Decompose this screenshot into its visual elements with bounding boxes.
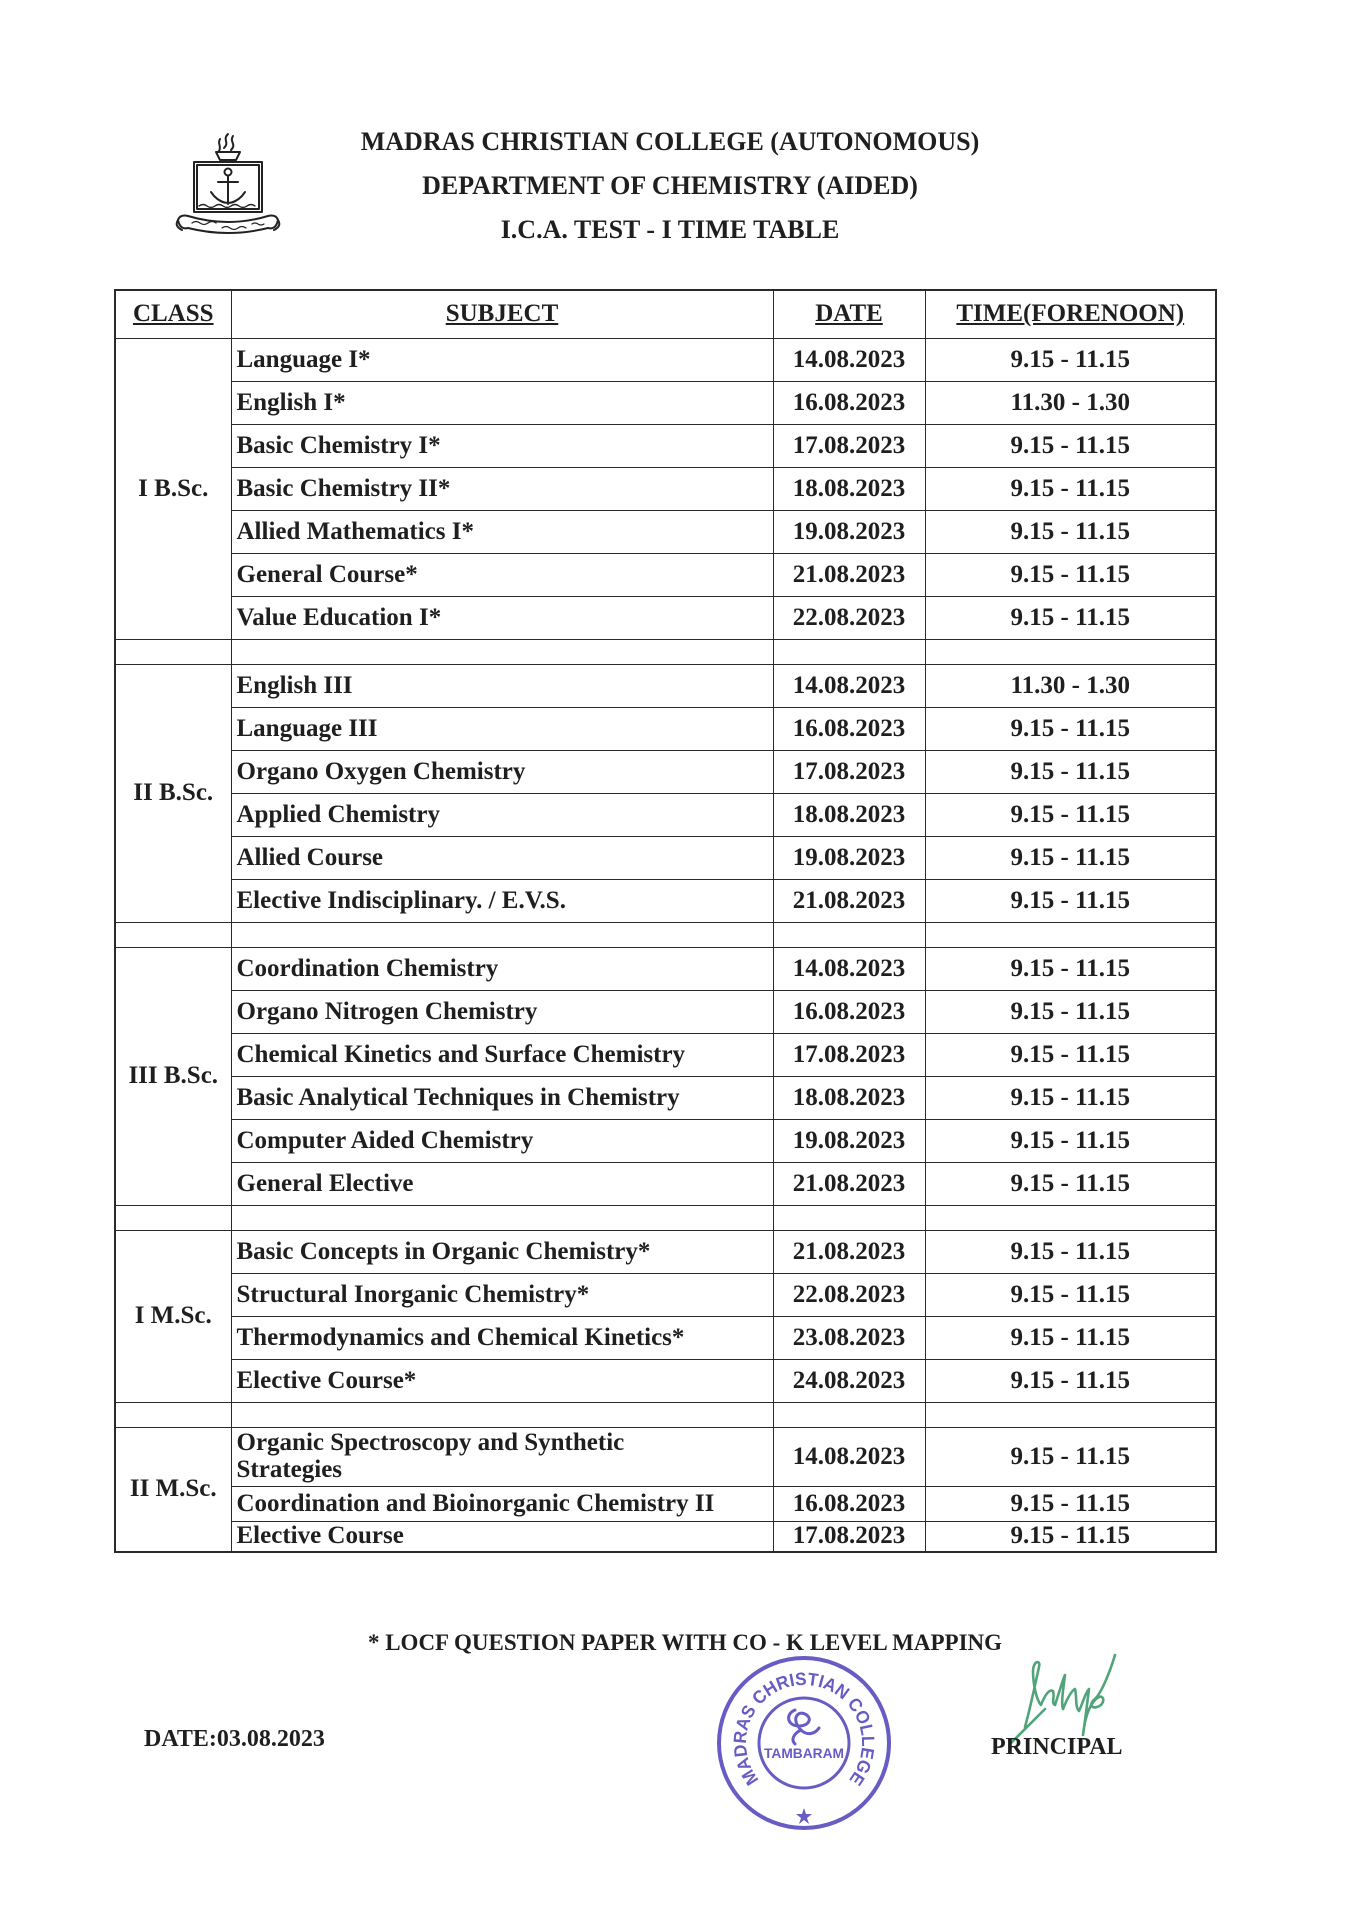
table-row [115, 1487, 1216, 1522]
class-cell: I M.Sc. [115, 1231, 231, 1403]
table-row [115, 837, 1216, 880]
date-cell: 17.08.2023 [773, 425, 925, 468]
time-cell: 9.15 - 11.15 [925, 1360, 1216, 1403]
date-cell: 16.08.2023 [773, 1487, 925, 1522]
burning-bush-icon [216, 134, 240, 160]
class-group [115, 665, 1216, 923]
table-row [115, 751, 1216, 794]
table-row [115, 1034, 1216, 1077]
class-group [115, 948, 1216, 1206]
date-cell: 21.08.2023 [773, 1231, 925, 1274]
column-header-subject: SUBJECT [231, 290, 773, 339]
separator-row [115, 640, 1216, 665]
table-row [115, 382, 1216, 425]
stamp-star-icon [796, 1808, 812, 1824]
date-cell: 24.08.2023 [773, 1360, 925, 1403]
issue-date: DATE:03.08.2023 [144, 1726, 325, 1752]
subject-text: Organo Nitrogen Chemistry [236, 997, 538, 1025]
date-cell: 21.08.2023 [773, 880, 925, 923]
subject-text: Applied Chemistry [236, 800, 440, 828]
subject-cell [231, 1120, 773, 1163]
subject-text: General Elective [236, 1169, 414, 1197]
table-row [115, 425, 1216, 468]
timetable [114, 289, 1217, 1553]
table-row [115, 1428, 1216, 1487]
date-cell: 19.08.2023 [773, 1120, 925, 1163]
time-cell: 9.15 - 11.15 [925, 1034, 1216, 1077]
time-cell: 11.30 - 1.30 [925, 665, 1216, 708]
subject-text: Allied Mathematics I* [236, 517, 474, 545]
separator-group [115, 923, 1216, 948]
subject-cell [231, 1034, 773, 1077]
footnote: * LOCF QUESTION PAPER WITH CO - K LEVEL MAPPING [367, 1630, 1003, 1655]
subject-cell [231, 468, 773, 511]
principal-label: PRINCIPAL [991, 1734, 1123, 1760]
empty-cell [115, 923, 231, 948]
date-cell: 14.08.2023 [773, 1428, 925, 1487]
empty-cell [231, 923, 773, 948]
empty-cell [773, 640, 925, 665]
empty-cell [925, 1403, 1216, 1428]
time-cell: 9.15 - 11.15 [925, 511, 1216, 554]
subject-text: Organo Oxygen Chemistry [236, 757, 526, 785]
empty-cell [773, 1206, 925, 1231]
separator-row [115, 1206, 1216, 1231]
table-row [115, 708, 1216, 751]
table-row [115, 1317, 1216, 1360]
empty-cell [231, 1403, 773, 1428]
subject-text: Basic Analytical Techniques in Chemistry [236, 1083, 680, 1111]
empty-cell [231, 640, 773, 665]
date-cell: 14.08.2023 [773, 339, 925, 382]
column-header-date: DATE [773, 290, 925, 339]
subject-cell [231, 1522, 773, 1553]
subject-cell [231, 554, 773, 597]
time-cell: 9.15 - 11.15 [925, 1231, 1216, 1274]
subject-cell [231, 708, 773, 751]
class-cell: I B.Sc. [115, 339, 231, 640]
time-cell: 9.15 - 11.15 [925, 1274, 1216, 1317]
table-header-row [115, 290, 1216, 339]
class-group [115, 339, 1216, 640]
empty-cell [115, 640, 231, 665]
time-cell: 9.15 - 11.15 [925, 1522, 1216, 1553]
class-cell: II M.Sc. [115, 1428, 231, 1553]
time-cell: 9.15 - 11.15 [925, 948, 1216, 991]
date-cell: 16.08.2023 [773, 708, 925, 751]
subject-text: Elective Course* [236, 1366, 417, 1394]
subject-text: Chemical Kinetics and Surface Chemistry [236, 1040, 686, 1068]
stamp-ring-text: MADRAS CHRISTIAN COLLEGE [729, 1668, 879, 1790]
subject-text: Organic Spectroscopy and Synthetic Strategies [236, 1428, 625, 1484]
date-cell: 17.08.2023 [773, 1522, 925, 1553]
college-crest-logo [172, 130, 284, 246]
subject-text: Basic Concepts in Organic Chemistry* [236, 1237, 651, 1265]
table-row [115, 794, 1216, 837]
time-cell: 9.15 - 11.15 [925, 991, 1216, 1034]
empty-cell [925, 923, 1216, 948]
subject-text: Value Education I* [236, 603, 442, 631]
empty-cell [925, 1206, 1216, 1231]
subject-cell [231, 794, 773, 837]
column-header-class: CLASS [115, 290, 231, 339]
time-cell: 9.15 - 11.15 [925, 751, 1216, 794]
subject-text: General Course* [236, 560, 418, 588]
date-cell: 17.08.2023 [773, 751, 925, 794]
subject-cell [231, 948, 773, 991]
separator-group [115, 1206, 1216, 1231]
subject-text: English III [236, 671, 353, 699]
time-cell: 9.15 - 11.15 [925, 880, 1216, 923]
subject-text: Computer Aided Chemistry [236, 1126, 534, 1154]
empty-cell [231, 1206, 773, 1231]
column-header-time: TIME(FORENOON) [925, 290, 1216, 339]
subject-text: Coordination Chemistry [236, 954, 499, 982]
subject-cell [231, 1360, 773, 1403]
date-cell: 23.08.2023 [773, 1317, 925, 1360]
table-row [115, 948, 1216, 991]
date-cell: 16.08.2023 [773, 382, 925, 425]
separator-row [115, 1403, 1216, 1428]
subject-cell [231, 1163, 773, 1206]
time-cell: 9.15 - 11.15 [925, 554, 1216, 597]
subject-cell [231, 880, 773, 923]
stamp-center-text: TAMBARAM [764, 1745, 844, 1761]
subject-text: Coordination and Bioinorganic Chemistry II [236, 1489, 715, 1517]
separator-group [115, 640, 1216, 665]
table-row [115, 1360, 1216, 1403]
date-cell: 18.08.2023 [773, 468, 925, 511]
time-cell: 9.15 - 11.15 [925, 837, 1216, 880]
subject-cell [231, 1077, 773, 1120]
date-cell: 18.08.2023 [773, 1077, 925, 1120]
table-row [115, 339, 1216, 382]
table-row [115, 665, 1216, 708]
subject-cell [231, 597, 773, 640]
time-cell: 9.15 - 11.15 [925, 1428, 1216, 1487]
table-row [115, 1522, 1216, 1553]
empty-cell [773, 1403, 925, 1428]
subject-cell [231, 751, 773, 794]
table-row [115, 597, 1216, 640]
subject-cell [231, 1274, 773, 1317]
date-cell: 14.08.2023 [773, 665, 925, 708]
time-cell: 9.15 - 11.15 [925, 597, 1216, 640]
subject-text: Thermodynamics and Chemical Kinetics* [236, 1323, 685, 1351]
date-cell: 14.08.2023 [773, 948, 925, 991]
date-cell: 18.08.2023 [773, 794, 925, 837]
empty-cell [115, 1403, 231, 1428]
college-name: MADRAS CHRISTIAN COLLEGE (AUTONOMOUS) [360, 127, 980, 156]
table-row [115, 554, 1216, 597]
subject-cell [231, 382, 773, 425]
test-title: I.C.A. TEST - I TIME TABLE [500, 215, 840, 244]
time-cell: 9.15 - 11.15 [925, 1163, 1216, 1206]
subject-cell [231, 991, 773, 1034]
principal-signature [1005, 1645, 1120, 1745]
subject-cell [231, 511, 773, 554]
class-cell: II B.Sc. [115, 665, 231, 923]
class-cell: III B.Sc. [115, 948, 231, 1206]
subject-text: Basic Chemistry I* [236, 431, 441, 459]
stamp-inner-ring [759, 1698, 849, 1788]
stamp-emblem-icon [789, 1710, 819, 1744]
subject-cell [231, 339, 773, 382]
date-cell: 21.08.2023 [773, 1163, 925, 1206]
table-row [115, 1077, 1216, 1120]
time-cell: 9.15 - 11.15 [925, 708, 1216, 751]
table-row [115, 1163, 1216, 1206]
class-group [115, 1428, 1216, 1553]
subject-cell [231, 665, 773, 708]
time-cell: 9.15 - 11.15 [925, 1487, 1216, 1522]
department-name: DEPARTMENT OF CHEMISTRY (AIDED) [422, 171, 918, 200]
subject-cell [231, 1231, 773, 1274]
date-cell: 16.08.2023 [773, 991, 925, 1034]
date-cell: 19.08.2023 [773, 837, 925, 880]
subject-text: English I* [236, 388, 346, 416]
subject-text: Elective Course [236, 1522, 404, 1550]
subject-text: Language III [236, 714, 378, 742]
table-row [115, 468, 1216, 511]
empty-cell [925, 640, 1216, 665]
time-cell: 11.30 - 1.30 [925, 382, 1216, 425]
table-row [115, 1231, 1216, 1274]
subject-text: Allied Course [236, 843, 384, 871]
time-cell: 9.15 - 11.15 [925, 339, 1216, 382]
table-row [115, 511, 1216, 554]
page-header [330, 120, 1010, 252]
subject-text: Structural Inorganic Chemistry* [236, 1280, 590, 1308]
crest-banner [177, 216, 280, 234]
date-cell: 17.08.2023 [773, 1034, 925, 1077]
separator-row [115, 923, 1216, 948]
time-cell: 9.15 - 11.15 [925, 468, 1216, 511]
subject-text: Language I* [236, 345, 371, 373]
table-row [115, 1120, 1216, 1163]
class-group [115, 1231, 1216, 1403]
subject-cell [231, 1428, 773, 1487]
table-row [115, 991, 1216, 1034]
college-stamp [709, 1648, 899, 1838]
subject-cell [231, 837, 773, 880]
empty-cell [773, 923, 925, 948]
date-cell: 22.08.2023 [773, 597, 925, 640]
time-cell: 9.15 - 11.15 [925, 1317, 1216, 1360]
subject-cell [231, 425, 773, 468]
time-cell: 9.15 - 11.15 [925, 1120, 1216, 1163]
date-cell: 19.08.2023 [773, 511, 925, 554]
separator-group [115, 1403, 1216, 1428]
subject-cell [231, 1487, 773, 1522]
time-cell: 9.15 - 11.15 [925, 794, 1216, 837]
date-cell: 22.08.2023 [773, 1274, 925, 1317]
time-cell: 9.15 - 11.15 [925, 1077, 1216, 1120]
subject-cell [231, 1317, 773, 1360]
time-cell: 9.15 - 11.15 [925, 425, 1216, 468]
subject-text: Elective Indisciplinary. / E.V.S. [236, 886, 566, 914]
table-row [115, 880, 1216, 923]
table-row [115, 1274, 1216, 1317]
empty-cell [115, 1206, 231, 1231]
subject-text: Basic Chemistry II* [236, 474, 451, 502]
date-cell: 21.08.2023 [773, 554, 925, 597]
